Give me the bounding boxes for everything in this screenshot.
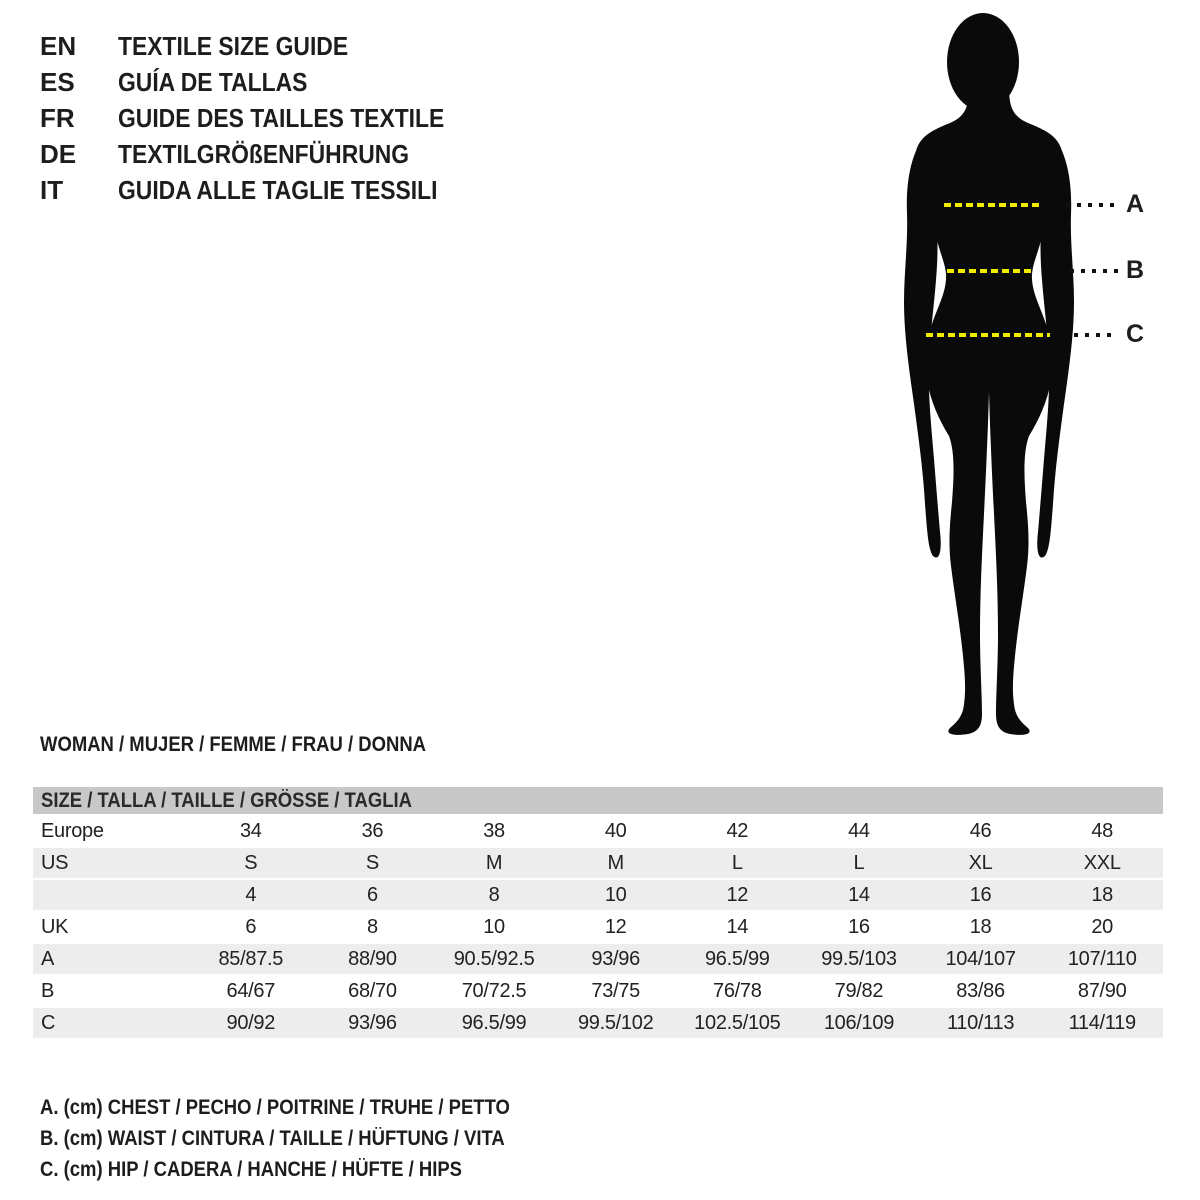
chest-measure-dash-line — [944, 203, 1041, 207]
chest-leader-dots — [1066, 203, 1116, 207]
size-cell: 93/96 — [312, 1007, 434, 1039]
size-cell: 6 — [312, 879, 434, 911]
row-label — [33, 879, 190, 911]
size-cell: 106/109 — [798, 1007, 920, 1039]
size-cell: 99.5/102 — [555, 1007, 677, 1039]
size-cell: 85/87.5 — [190, 943, 312, 975]
size-cell: 107/110 — [1041, 943, 1163, 975]
size-cell: 114/119 — [1041, 1007, 1163, 1039]
size-cell: 68/70 — [312, 975, 434, 1007]
row-label: B — [33, 975, 190, 1007]
row-label: Europe — [33, 816, 190, 847]
legend-line — [40, 1154, 574, 1185]
size-cell: 70/72.5 — [433, 975, 555, 1007]
language-row — [40, 172, 489, 208]
language-label: GUÍA DE TALLAS — [118, 67, 308, 97]
size-cell: S — [312, 847, 434, 879]
size-cell: 40 — [555, 816, 677, 847]
table-row — [33, 975, 1163, 1007]
measurement-legend — [40, 1092, 574, 1185]
size-cell: 87/90 — [1041, 975, 1163, 1007]
language-row — [40, 100, 489, 136]
size-table-body — [33, 816, 1163, 1039]
size-cell: 96.5/99 — [677, 943, 799, 975]
row-label: C — [33, 1007, 190, 1039]
language-title-list — [40, 28, 489, 208]
size-cell: M — [555, 847, 677, 879]
size-cell: 10 — [555, 879, 677, 911]
size-cell: 88/90 — [312, 943, 434, 975]
size-cell: 42 — [677, 816, 799, 847]
table-row — [33, 943, 1163, 975]
legend-text: B. (cm) WAIST / CINTURA / TAILLE / HÜFTUNG / VITA — [40, 1127, 505, 1150]
size-cell: 83/86 — [920, 975, 1042, 1007]
size-cell: L — [798, 847, 920, 879]
size-cell: 10 — [433, 911, 555, 943]
language-label: TEXTILGRÖßENFÜHRUNG — [118, 139, 410, 169]
size-cell: 12 — [555, 911, 677, 943]
size-cell: 93/96 — [555, 943, 677, 975]
size-cell: 6 — [190, 911, 312, 943]
table-row — [33, 1007, 1163, 1039]
size-cell: 38 — [433, 816, 555, 847]
table-row — [33, 816, 1163, 847]
language-code: FR — [40, 103, 75, 133]
size-cell: 8 — [433, 879, 555, 911]
row-label: US — [33, 847, 190, 879]
size-cell: 64/67 — [190, 975, 312, 1007]
size-table-header-text: SIZE / TALLA / TAILLE / GRÖSSE / TAGLIA — [41, 789, 412, 812]
size-cell: 4 — [190, 879, 312, 911]
section-title-text: WOMAN / MUJER / FEMME / FRAU / DONNA — [40, 733, 427, 756]
size-cell: XL — [920, 847, 1042, 879]
language-row — [40, 64, 489, 100]
legend-line — [40, 1092, 574, 1123]
size-cell: 46 — [920, 816, 1042, 847]
hip-measure-dash-line — [926, 333, 1050, 337]
language-row — [40, 136, 489, 172]
marker-label-b: B — [1126, 256, 1145, 284]
language-code: EN — [40, 31, 77, 61]
size-cell: 34 — [190, 816, 312, 847]
size-cell: 76/78 — [677, 975, 799, 1007]
size-cell: 18 — [920, 911, 1042, 943]
language-code: IT — [40, 175, 64, 205]
table-row — [33, 879, 1163, 911]
size-cell: 96.5/99 — [433, 1007, 555, 1039]
language-label: GUIDE DES TAILLES TEXTILE — [118, 103, 445, 133]
row-label: UK — [33, 911, 190, 943]
legend-text: A. (cm) CHEST / PECHO / POITRINE / TRUHE / PETTO — [40, 1096, 510, 1119]
size-cell: 20 — [1041, 911, 1163, 943]
size-cell: 99.5/103 — [798, 943, 920, 975]
size-table-header-bar — [33, 787, 1163, 814]
size-cell: 16 — [920, 879, 1042, 911]
size-cell: 90/92 — [190, 1007, 312, 1039]
hip-leader-dots — [1074, 333, 1118, 337]
language-code: DE — [40, 139, 77, 169]
waist-leader-dots — [1070, 269, 1118, 273]
size-cell: S — [190, 847, 312, 879]
waist-measure-dash-line — [947, 269, 1033, 273]
size-cell: 8 — [312, 911, 434, 943]
language-row — [40, 28, 489, 64]
size-cell: 102.5/105 — [677, 1007, 799, 1039]
size-cell: 18 — [1041, 879, 1163, 911]
section-title — [40, 733, 479, 757]
size-cell: XXL — [1041, 847, 1163, 879]
size-cell: 73/75 — [555, 975, 677, 1007]
size-cell: 16 — [798, 911, 920, 943]
size-cell: 79/82 — [798, 975, 920, 1007]
legend-line — [40, 1123, 574, 1154]
language-label: GUIDA ALLE TAGLIE TESSILI — [118, 175, 438, 205]
row-label: A — [33, 943, 190, 975]
size-cell: 104/107 — [920, 943, 1042, 975]
size-cell: 14 — [677, 911, 799, 943]
size-cell: 90.5/92.5 — [433, 943, 555, 975]
woman-silhouette-icon — [876, 4, 1102, 738]
size-table — [33, 816, 1163, 1040]
size-cell: M — [433, 847, 555, 879]
marker-label-a: A — [1126, 190, 1145, 218]
size-cell: 12 — [677, 879, 799, 911]
legend-text: C. (cm) HIP / CADERA / HANCHE / HÜFTE / HIPS — [40, 1158, 463, 1181]
language-label: TEXTILE SIZE GUIDE — [118, 31, 349, 61]
size-cell: L — [677, 847, 799, 879]
size-cell: 110/113 — [920, 1007, 1042, 1039]
size-cell: 36 — [312, 816, 434, 847]
size-cell: 48 — [1041, 816, 1163, 847]
table-row — [33, 847, 1163, 879]
table-row — [33, 911, 1163, 943]
marker-label-c: C — [1126, 320, 1145, 348]
language-code: ES — [40, 67, 75, 97]
size-cell: 14 — [798, 879, 920, 911]
size-cell: 44 — [798, 816, 920, 847]
